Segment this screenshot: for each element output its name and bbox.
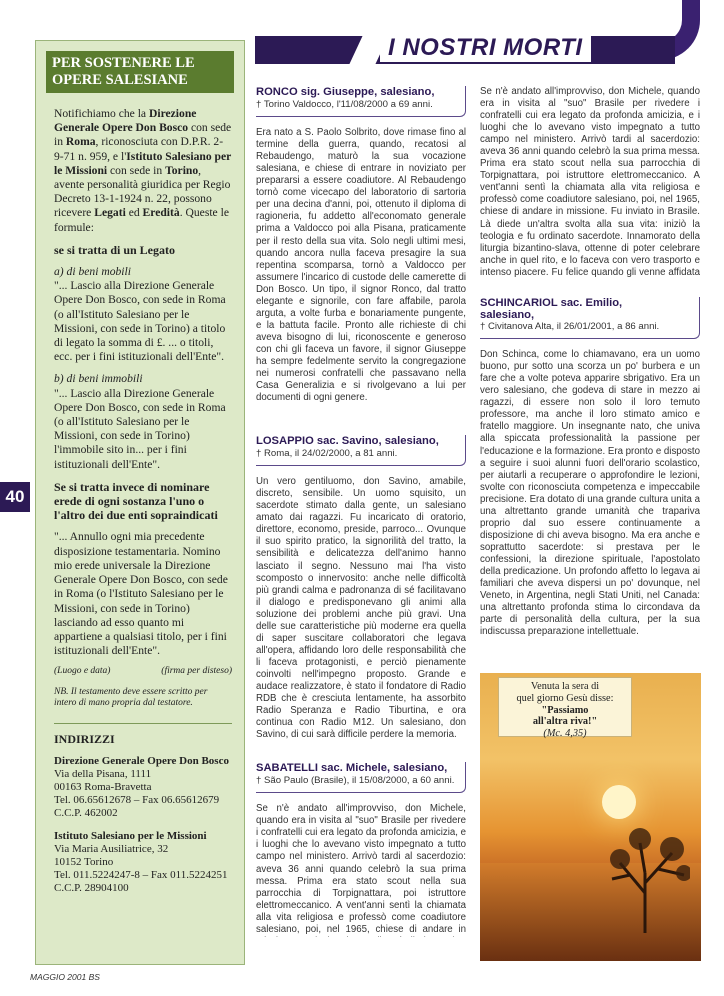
erede-heading: Se si tratta invece di nominare erede di ogni sostanza l'uno o l'altro dei due enti sopraindicati xyxy=(54,479,218,523)
tree-silhouette-icon xyxy=(600,823,690,933)
section-title: I NOSTRI MORTI xyxy=(380,34,591,62)
sun-graphic xyxy=(602,785,636,819)
mobili-text: "... Lascio alla Direzione Generale Opere Don Bosco, con sede in Roma (o all'Istituto Salesiano per le Missioni, con sede in Torino) a titolo di legato la somma di £. ... o titoli, ecc. per i fini istituzionali dell'Ente". xyxy=(54,279,226,364)
address2-name: Istituto Salesiano per le Missioni xyxy=(54,829,207,842)
address2-ccp: C.C.P. 28904100 xyxy=(54,881,129,894)
article-header-sabatelli: SABATELLI sac. Michele, salesiano, † São Paulo (Brasile), il 15/08/2000, a 60 anni. xyxy=(256,762,466,793)
address2-line: 10152 Torino xyxy=(54,855,114,868)
obituary-meta: † Civitanova Alta, il 26/01/2001, a 86 anni. xyxy=(480,321,660,333)
sidebar-box xyxy=(35,40,245,965)
sidebar-content xyxy=(36,107,244,895)
erede-text: "... Annullo ogni mia precedente disposizione testamentaria. Nomino mio erede universale la Direzione Generale Opere Don Bosco, con sede in Roma (o l'Istituto Salesiano per le Missioni, con sede in Torino) lasciando ad esso quanto mi appartiene a qualsiasi titolo, per i fini istituzionali dell'Ente". xyxy=(54,530,228,658)
address1-line: Via della Pisana, 1111 xyxy=(54,767,152,780)
obituary-body: Don Schinca, come lo chiamavano, era un uomo buono, pur sotto una scorza un po' burbera e un fare che a volte poteva apparire sbrigativo. Era un vero salesiano, che godeva di stare in mezzo ai ragazzi, di essere non solo il loro temuto professore, ma anche il loro stimato amico e fratello maggiore. Un insegnante nato, che univa alla spiccata professionalità la passione per l'educazione e la formazione. Era pronto e disposto a seguire i suoi alunni fuori dell'orario scolastico, per aiutarli a recuperare o approfondire le lezioni, svolte con riconosciuta competenza e impeccabile precisione. Era dotato di una grande cultura unita a una altrettanto grande umanità che trapariva proprio dal suo essere continuamente a disposizione di chi aveva bisogno. Ma era anche e soprattutto sacerdote: si prestava per le confessioni, la direzione spirituale, l'apostolato della predicazione. Un profondo affetto lo legava ai familiari che aveva dispersi un po' dovunque, nel Veneto, in Argentina, negli Stati Uniti, nel Canada: una altrettanto profonda stima lo circondava da parte di personalità della cultura, per la sua indiscussa preparazione intellettuale. xyxy=(480,349,700,638)
address1-phone: Tel. 06.65612678 – Fax 06.65612679 xyxy=(54,793,220,806)
obituary-name: LOSAPPIO sac. Savino, xyxy=(256,435,382,448)
mobili-heading: a) di beni mobili xyxy=(54,265,131,279)
obituary-name: RONCO sig. Giuseppe, xyxy=(256,86,378,98)
address2-line: Via Maria Ausiliatrice, 32 xyxy=(54,842,169,855)
right-column xyxy=(480,86,700,675)
immobili-text: "... Lascio alla Direzione Generale Opere Don Bosco, con sede in Roma (o all'Istituto Salesiano per le Missioni, con sede in Torino) l'immobile sito in... per i fini istituzionali dell'Ente". xyxy=(54,386,226,471)
legato-heading: se si tratta di un Legato xyxy=(54,242,175,257)
address2-phone: Tel. 011.5224247-8 – Fax 011.5224251 xyxy=(54,868,228,881)
article-header-ronco: RONCO sig. Giuseppe, salesiano, † Torino Valdocco, l'11/08/2000 a 69 anni. xyxy=(256,86,466,117)
address1-line: 00163 Roma-Bravetta xyxy=(54,780,152,793)
obituary-meta: † São Paulo (Brasile), il 15/08/2000, a 60 anni. xyxy=(256,775,455,787)
obituary-name: SABATELLI sac. Michele, xyxy=(256,762,391,775)
address1-name: Direzione Generale Opere Don Bosco xyxy=(54,754,229,767)
obituary-body: Un vero gentiluomo, don Savino, amabile, discreto, sensibile. Un uomo squisito, un sacerdote stimato dalla gente, un salesiano amato dai ragazzi. Fu incaricato di oratorio, direttore, economo, preside, parroco... Ovunque il suo spirito pratico, la signorilità del tratto, la sensibilità e delicatezza dell'animo hanno lasciato il segno. Nessuno mai l'ha visto scomposto o innervosito: anche nelle difficoltà più grandi calma e padronanza di sé facilitavano il dialogo e predisponevano gli animi alla soluzione dei problemi anche più gravi. Una delle sue caratteristiche più moderne era quella di saper suscitare collaboratori che legava all'opera, affidando loro delle responsabilità che li faceva protagonisti, e perciò pienamente coinvolti nell'impegno proposto. Grande e audace realizzatore, è stato il fondatore di Radio RDB che è cresciuta lentamente, ha assorbito Radio Speranza e Radio Tiburtina, e ora continua con Radio M12. Un salesiano, don Savino, di cui sarà difficile perdere la memoria. xyxy=(256,476,466,741)
sidebar-divider xyxy=(54,723,232,724)
obituary-name: SCHINCARIOL sac. Emilio, xyxy=(480,297,623,309)
quote-card: Venuta la sera di quel giorno Gesù disse: "Passiamo all'altra riva!" (Mc. 4,35) xyxy=(498,677,632,737)
obituary-meta: † Torino Valdocco, l'11/08/2000 a 69 anni. xyxy=(256,99,433,111)
obituary-body: Era nato a S. Paolo Solbrito, dove rimase fino al termine della guerra, quando, recatosi al Rebaudengo, maturò la sua vocazione salesiana, e chiese di entrare in noviziato per prepararsi a essere coadiutore. Al Rebaudengo tornò come vicecapo del laboratorio di sartoria per una decina d'anni, poi, ottenuto il diploma di ragioneria, fu addetto all'economato generale prima a Valdocco poi alla Pisana, praticamente per il resto della sua vita. Solo negli ultimi mesi, quando ancora nulla faceva presagire la sua repentina scomparsa, tornò a Valdocco per assumere l'incarico di custode delle camerette di Don Bosco. Un tipo, il signor Ronco, dal tratto elegante e signorile, con fare affabile, parola arguta, a volte furba e bonariamente pungente, e la battuta facile. Pronto alle richieste di chi aveva bisogno di lui, riconoscente e generoso con chi gli faceva un favore, il signor Giuseppe ha sempre fedelmente servito la congregazione nei numerosi confratelli che passavano nella Casa Generalizia e si rivolgevano a lui per documenti di ogni genere. xyxy=(256,127,466,404)
signature-line: (Luogo e data) (firma per disteso) xyxy=(54,666,232,677)
sidebar-title: PER SOSTENERE LE OPERE SALESIANE xyxy=(46,51,234,93)
article-header-schincariol: SCHINCARIOL sac. Emilio, salesiano, † Civitanova Alta, il 26/01/2001, a 86 anni. xyxy=(480,297,700,339)
obituary-body-continued: Se n'è andato all'improvviso, don Michele, quando era in visita al "suo" Brasile per rivedere i confratelli cui era legato da profonda amicizia, e i luoghi che lo avevano visto impegnato a tutto campo nel ministero. Arrivò tardi al sacerdozio: aveva 36 anni quando celebrò la sua prima messa. Prima era stato scout nella sua parrocchia di Torpignattara, poi istruttore elettromeccanico. A vent'anni sentì la chiamata alla vita religiosa e professò come coadiutore salesiano, poi, nel 1965, chiese di andare in missione. Fu inviato in Brasile. Là diede un'altra svolta alla sua vita: iniziò la teologia e fu ordinato sacerdote. Innamorato della liturgia bizantino-slava, ottenne di poter celebrare anche in quel rito, e lo faceva con vero trasporto e intenso piacere. Fu felice quando gli venne affidata xyxy=(480,86,700,278)
immobili-heading: b) di beni immobili xyxy=(54,372,143,386)
nb-note: NB. Il testamento deve essere scritto per intero di mano propria dal testatore. xyxy=(54,687,208,709)
addresses-heading: INDIRIZZI xyxy=(54,732,115,747)
page-number: 40 xyxy=(0,482,30,512)
address1-ccp: C.C.P. 462002 xyxy=(54,806,118,819)
article-header-losappio: LOSAPPIO sac. Savino, salesiano, † Roma, il 24/02/2000, a 81 anni. xyxy=(256,435,466,466)
sunset-image xyxy=(480,673,701,961)
middle-column xyxy=(256,86,466,937)
obituary-body: Se n'è andato all'improvviso, don Michele, quando era in visita al "suo" Brasile per rivedere i confratelli cui era legato da profonda amicizia, e i luoghi che lo avevano visto impegnato a tutto campo nel ministero. Arrivò tardi al sacerdozio: aveva 36 anni quando celebrò la sua prima messa. Prima era stato scout nella sua parrocchia di Torpignattara, poi istruttore elettromeccanico. A vent'anni sentì la chiamata alla vita religiosa e professò come coadiutore salesiano, poi, nel 1965, chiese di andare in xyxy=(256,803,466,935)
sidebar-intro: Notifichiamo che la Direzione Generale Opere Don Bosco con sede in Roma, riconosciuta con D.P.R. 2-9-71 n. 959, e l'Istituto Salesiano per le Missioni con sede in Torino, avente personalità giuridica per Regio Decreto 13-1-1924 n. 22, possono ricevere Legati ed Eredità. Queste le formule: xyxy=(54,107,232,234)
page-footer: MAGGIO 2001 BS xyxy=(30,972,100,982)
obituary-meta: † Roma, il 24/02/2000, a 81 anni. xyxy=(256,448,398,460)
